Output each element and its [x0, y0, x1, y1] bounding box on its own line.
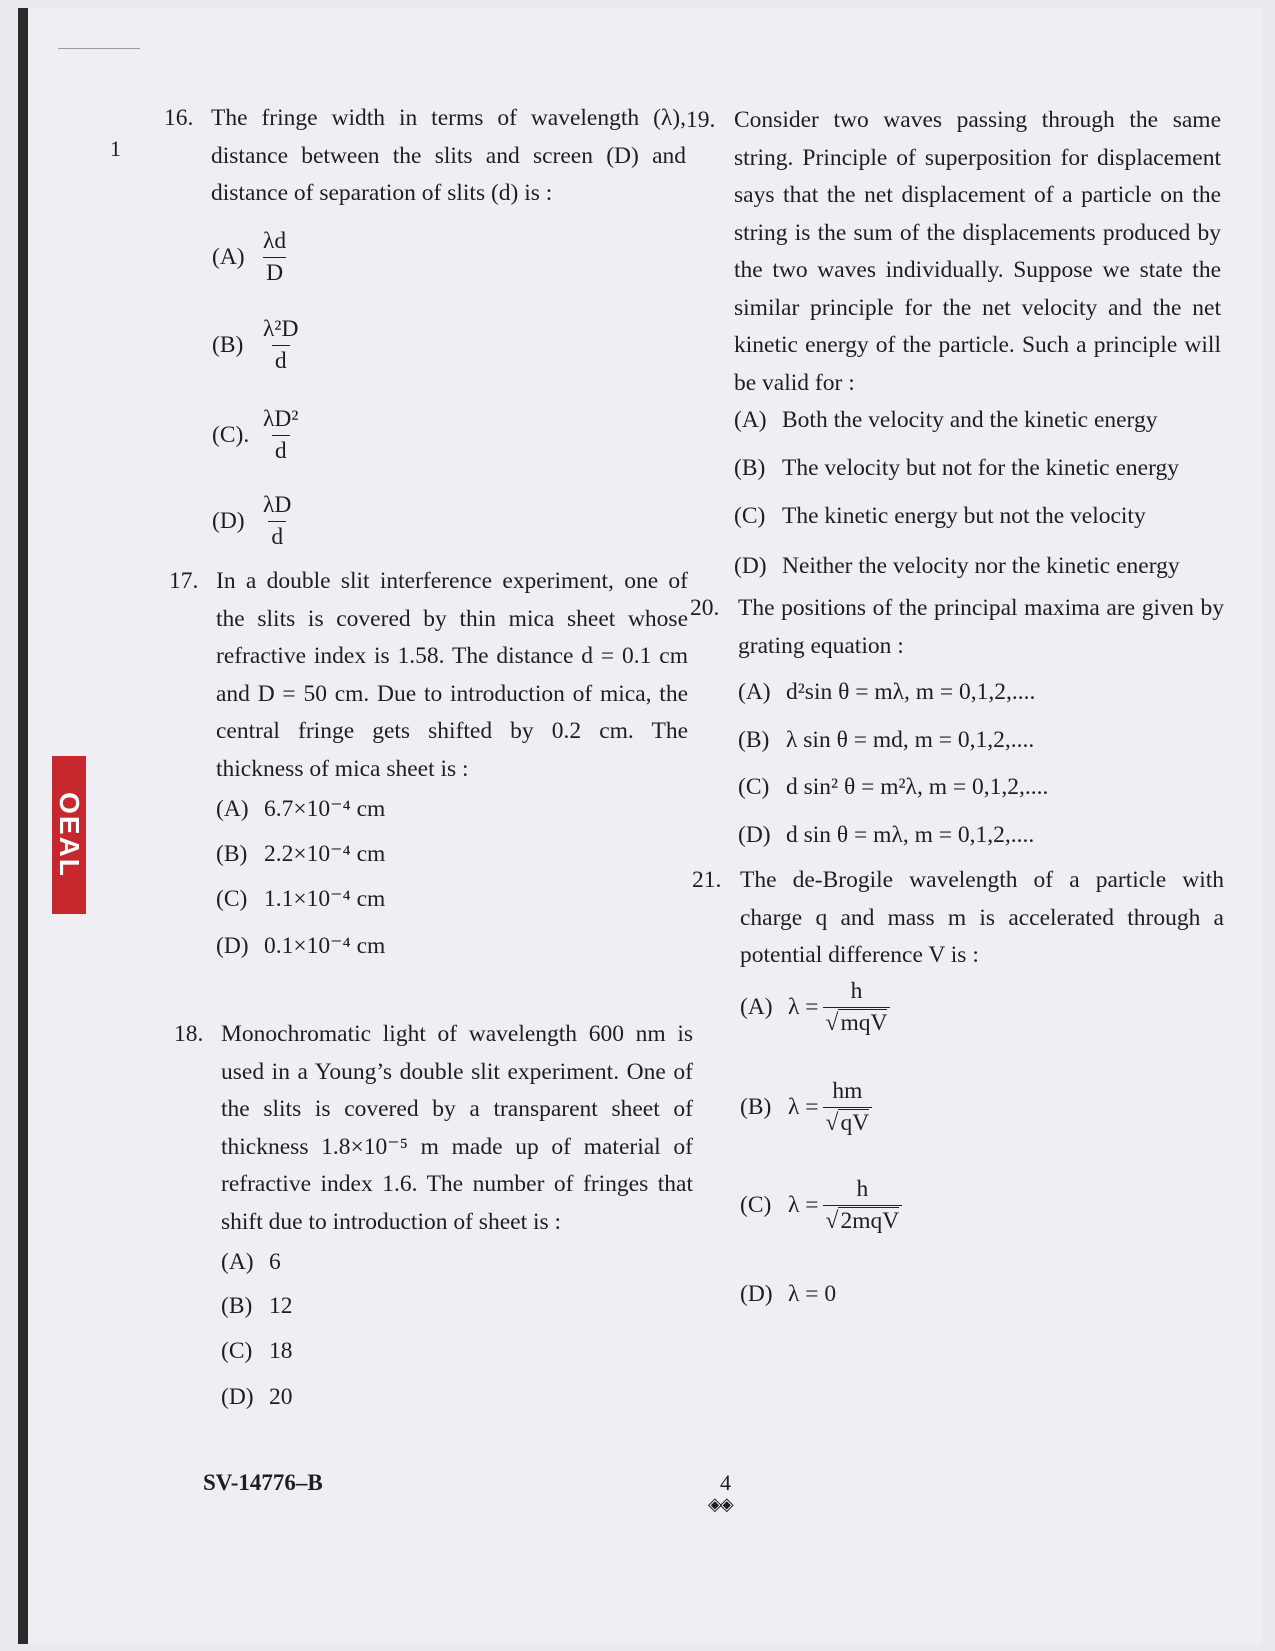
option-d[interactable] — [734, 548, 1180, 586]
option-c[interactable] — [738, 769, 1048, 807]
option-text: d sin θ = mλ, m = 0,1,2,.... — [786, 822, 1035, 848]
side-number: 1 — [110, 136, 121, 161]
option-label: (A) — [740, 993, 773, 1020]
option-label: (B) — [221, 1293, 253, 1319]
option-label: (D) — [740, 1281, 773, 1307]
option-label: (A) — [221, 1249, 254, 1275]
option-b[interactable] — [216, 836, 385, 874]
option-a[interactable] — [740, 978, 890, 1037]
option-a[interactable] — [738, 674, 1035, 712]
question-number: 16. — [164, 105, 194, 131]
option-a[interactable] — [221, 1244, 281, 1282]
fraction: $\frac{h}{\text{√2mqV}}$ — [823, 1176, 903, 1235]
option-d[interactable] — [212, 492, 294, 551]
option-text: The kinetic energy but not the velocity — [782, 503, 1146, 529]
option-text: 6.7×10⁻⁴ cm — [264, 796, 386, 822]
option-text: The velocity but not for the kinetic energy — [782, 455, 1179, 481]
option-d[interactable] — [216, 928, 385, 966]
option-label: (A) — [734, 407, 767, 433]
question-number: 20. — [690, 595, 720, 621]
option-text: 1.1×10⁻⁴ cm — [264, 886, 386, 912]
option-b[interactable] — [740, 1078, 872, 1137]
fraction: $\frac{\text{λD²}}{d}$ — [263, 406, 299, 465]
question-number: 19. — [686, 107, 716, 133]
lhs: λ = — [788, 1093, 819, 1120]
question-number: 17. — [169, 568, 199, 594]
question-number: 18. — [174, 1021, 204, 1047]
option-a[interactable] — [734, 402, 1157, 440]
option-b[interactable] — [212, 316, 301, 375]
question-text: In a double slit interference experiment, one of the slits is covered by thin mica sheet whose refractive index is 1.58. The distance d = 0.1 cm and D = 50 cm. Due to introduction of mica, the central fringe gets shifted by 0.2 cm. The thickness of mica sheet is : — [216, 568, 688, 782]
option-c[interactable] — [734, 498, 1146, 536]
scan-edge — [18, 8, 28, 1644]
option-text: 0.1×10⁻⁴ cm — [264, 933, 386, 959]
option-label: (C) — [734, 503, 766, 529]
option-b[interactable] — [221, 1288, 293, 1326]
fraction: $\frac{\text{λ²D}}{d}$ — [263, 316, 299, 375]
option-label: (D) — [738, 822, 771, 848]
fraction: $\frac{h}{\text{√mqV}}$ — [823, 978, 891, 1037]
sqrt-icon: √ — [825, 1208, 839, 1235]
option-label: (C) — [216, 886, 248, 912]
option-label: (A) — [216, 796, 249, 822]
option-label: (C) — [740, 1191, 772, 1218]
option-label: (D) — [734, 553, 767, 579]
option-c[interactable] — [740, 1176, 902, 1235]
page-number: 4 — [720, 1470, 731, 1495]
option-label: (B) — [212, 331, 244, 358]
fraction: $\frac{\lambda d}{D}$ — [263, 228, 287, 287]
margin-line — [58, 48, 140, 49]
option-a[interactable] — [216, 791, 385, 829]
paper-code: SV-14776–B — [203, 1470, 323, 1495]
option-text: λ = 0 — [788, 1281, 837, 1307]
option-d[interactable] — [221, 1379, 293, 1417]
option-label: (B) — [734, 455, 766, 481]
option-text: d²sin θ = mλ, m = 0,1,2,.... — [786, 679, 1036, 705]
question-number: 21. — [692, 867, 722, 893]
option-d[interactable] — [738, 817, 1034, 855]
option-label: (B) — [740, 1093, 772, 1120]
question-text: The de-Brogile wavelength of a particle with charge q and mass m is accelerated through a potential difference V is : — [740, 867, 1224, 968]
option-b[interactable] — [738, 722, 1034, 760]
option-label: (D) — [221, 1384, 254, 1410]
question-text: Consider two waves passing through the same string. Principle of superposition for displacement says that the net displacement of a particle on the string is the sum of the displacements produced by the two waves individually. Suppose we state the similar principle for the net velocity and the net kinetic energy of the particle. Such a principle will be valid for : — [734, 107, 1221, 396]
exam-page — [18, 8, 1262, 1644]
question-text: Monochromatic light of wavelength 600 nm is used in a Young’s double slit experiment. One of the slits is covered by a transparent sheet of thickness 1.8×10⁻⁵ m made up of material of refractive index 1.6. The number of fringes that shift due to introduction of sheet is : — [221, 1021, 693, 1235]
option-text: 18 — [269, 1338, 293, 1364]
fraction: $\frac{hm}{√qV}$ — [823, 1078, 873, 1137]
option-text: Neither the velocity nor the kinetic energy — [782, 553, 1180, 579]
option-label: (D) — [216, 933, 249, 959]
option-label: (A) — [738, 679, 771, 705]
option-c[interactable] — [221, 1333, 293, 1371]
option-label: (B) — [216, 841, 248, 867]
option-text: d sin² θ = m²λ, m = 0,1,2,.... — [786, 774, 1049, 800]
question-text: The positions of the principal maxima are given by grating equation : — [738, 595, 1224, 659]
fraction: $\frac{\lambda D}{d}$ — [263, 492, 292, 551]
option-a[interactable] — [212, 228, 289, 287]
option-text: λ sin θ = md, m = 0,1,2,.... — [786, 727, 1035, 753]
option-text: Both the velocity and the kinetic energy — [782, 407, 1158, 433]
option-label: (C). — [212, 421, 250, 448]
option-text: 20 — [269, 1384, 293, 1410]
option-c[interactable] — [212, 406, 301, 465]
lhs: λ = — [788, 1191, 819, 1218]
option-text: 6 — [269, 1249, 281, 1275]
question-text: The fringe width in terms of wavelength (λ), distance between the slits and screen (D) and distance of separation of slits (d) is : — [211, 105, 686, 206]
option-label: (C) — [738, 774, 770, 800]
option-text: 12 — [269, 1293, 293, 1319]
option-text: 2.2×10⁻⁴ cm — [264, 841, 386, 867]
option-label: (D) — [212, 507, 245, 534]
seal-tab: OEAL — [52, 756, 86, 914]
option-label: (B) — [738, 727, 770, 753]
option-d[interactable] — [740, 1276, 836, 1314]
option-c[interactable] — [216, 881, 385, 919]
lhs: λ = — [788, 993, 819, 1020]
ornament-icon: ◈◈ — [708, 1494, 732, 1514]
option-label: (A) — [212, 243, 245, 270]
option-label: (C) — [221, 1338, 253, 1364]
sqrt-icon: √ — [825, 1010, 839, 1037]
option-b[interactable] — [734, 450, 1179, 488]
sqrt-icon: √ — [825, 1110, 839, 1137]
